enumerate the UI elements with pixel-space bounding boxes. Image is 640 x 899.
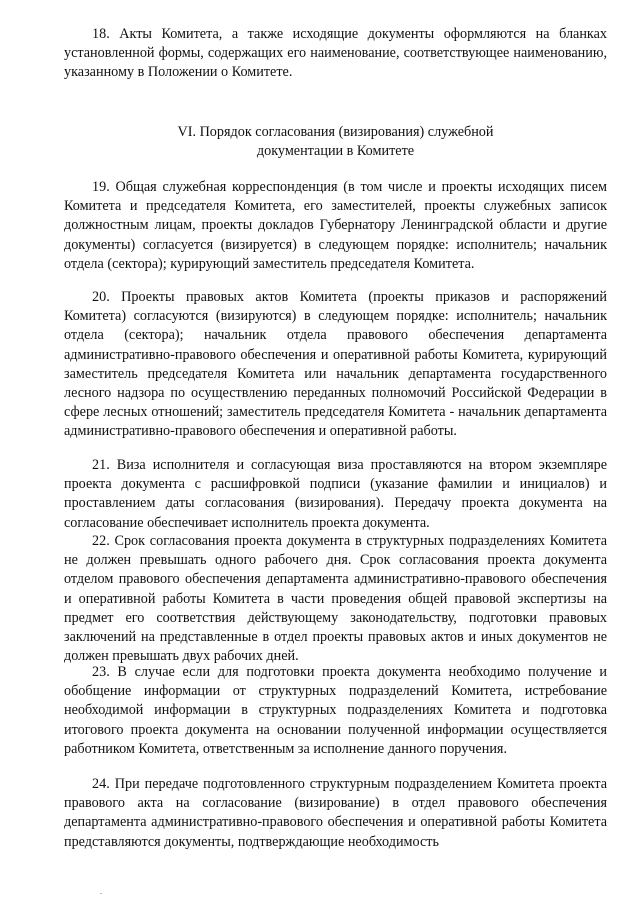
section-heading-line-1: VI. Порядок согласования (визирования) служебной: [177, 124, 494, 140]
paragraph-21: 21. Виза исполнителя и согласующая виза проставляются на втором экземпляре проекта документа с расшифровкой подписи (указание фамилии и инициалов) и проставлением даты согласования (визирования). Передачу проекта документа на согласование обеспечивает исполнитель проекта документа.: [64, 457, 607, 531]
paragraph-20: 20. Проекты правовых актов Комитета (проекты приказов и распоряжений Комитета) согласуются (визируются) в следующем порядке: исполнитель; начальник отдела (сектора); начальник отдела правового обеспечения департамента административно-правового обеспечения и оперативной работы Комитета, курирующий заместитель председателя Комитета или начальник департамента государственного лесного надзора по осуществлению переданных полномочий Российской Федерации в сфере лесных отношений; заместитель председателя Комитета - начальник департамента административно-правового обеспечения и оперативной работы.: [64, 289, 607, 440]
paragraph-24: 24. При передаче подготовленного структурным подразделением Комитета проекта правового акта на согласование (визирование) в отдел правового обеспечения департамента административно-правового обеспечения и оперативной работы Комитета представляются документы, подтверждающие необходимость: [64, 776, 607, 850]
paragraph-23: 23. В случае если для подготовки проекта документа необходимо получение и обобщение информации от структурных подразделений Комитета, истребование необходимой информации в структурных подразделениях Комитета и подготовка итогового проекта документа на основании полученной информации осуществляется работником Комитета, ответственным за исполнение данного поручения.: [64, 664, 607, 757]
section-heading: [64, 123, 607, 161]
paragraph-19: 19. Общая служебная корреспонденция (в том числе и проекты исходящих писем Комитета и председателя Комитета, его заместителей, проекты служебных записок должностным лицам, проекты докладов Губернатору Ленинградской области и другие документы) согласуется (визируется) в следующем порядке: исполнитель; начальник отдела (сектора); курирующий заместитель председателя Комитета.: [64, 179, 607, 272]
section-heading-line-2: документации в Комитете: [256, 143, 415, 160]
scan-speck: [100, 893, 102, 894]
paragraph-18: 18. Акты Комитета, а также исходящие документы оформляются на бланках установленной формы, содержащих его наименование, соответствующее наименованию, указанному в Положении о Комитете.: [64, 26, 607, 81]
paragraph-22: 22. Срок согласования проекта документа в структурных подразделениях Комитета не должен превышать одного рабочего дня. Срок согласования проекта документа отделом правового обеспечения департамента административно-правового обеспечения и оперативной работы Комитета в части проведения общей правовой экспертизы на предмет его соответствия действующему законодательству, подготовки правовых заключений на представленные в отдел проекты правовых актов и иных документов не должен превышать двух рабочих дней.: [64, 533, 607, 665]
